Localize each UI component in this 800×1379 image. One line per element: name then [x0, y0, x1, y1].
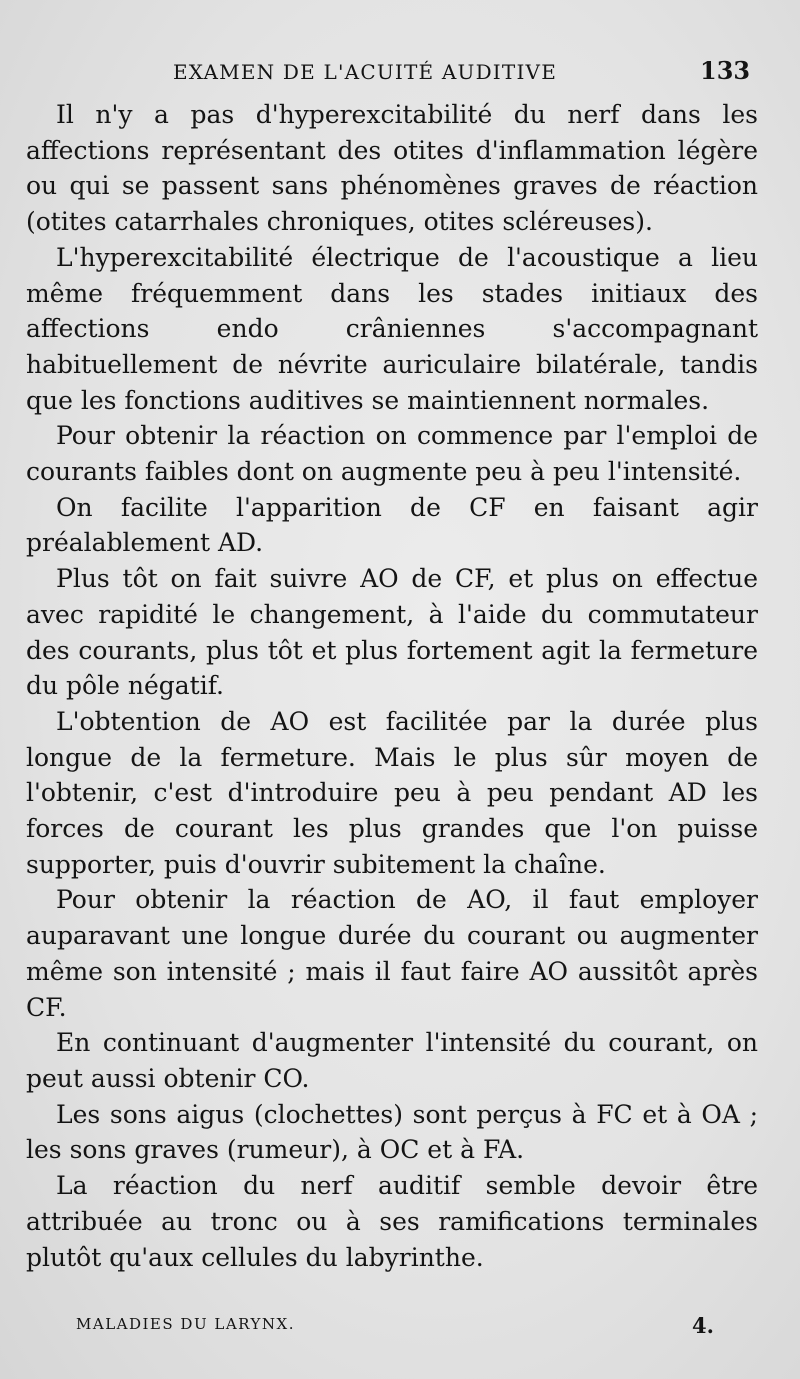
paragraph-9: Les sons aigus (clochettes) sont perçus à FC et à OA ; les sons graves (rumeur), à OC et à FA.: [26, 1099, 758, 1165]
paragraph-7: Pour obtenir la réaction de AO, il faut employer auparavant une longue durée du courant ou augmenter même son intensité ; mais il faut faire AO aussitôt après CF.: [26, 885, 758, 1022]
paragraph-6: L'obtention de AO est facilitée par la durée plus longue de la fermeture. Mais le plus sûr moyen de l'obtenir, c'est d'introduire peu à peu pendant AD les forces de courant les plus grandes que l'on puisse supporter, puis d'ouvrir subitement la chaîne.: [26, 706, 758, 879]
paragraph-5: Plus tôt on fait suivre AO de CF, et plus on effectue avec rapidité le changement, à l'aide du commutateur des courants, plus tôt et plus fortement agit la fermeture du pôle négatif.: [26, 564, 758, 701]
printer-signature: MALADIES DU LARYNX.: [76, 1315, 295, 1333]
body-text: [26, 97, 758, 1275]
paragraph-3: Pour obtenir la réaction on commence par l'emploi de courants faibles dont on augmente peu à peu l'intensité.: [26, 421, 758, 487]
paragraph-1: Il n'y a pas d'hyperexcitabilité du nerf dans les affections représentant des otites d'inflammation légère ou qui se passent sans phénomènes graves de réaction (otites catarrhales chroniques, otites scléreuses).: [26, 100, 758, 237]
running-title: EXAMEN DE L'ACUITÉ AUDITIVE: [173, 60, 557, 84]
page-header: [0, 56, 800, 96]
paragraph-10: La réaction du nerf auditif semble devoir être attribuée au tronc ou à ses ramifications terminales plutôt qu'aux cellules du labyrinthe.: [26, 1171, 758, 1272]
signature-number: 4.: [692, 1313, 714, 1338]
page-footer: [0, 1313, 800, 1343]
page-number: 133: [700, 56, 751, 85]
paragraph-2: L'hyperexcitabilité électrique de l'acoustique a lieu même fréquemment dans les stades initiaux des affections endo crâniennes s'accompagnant habituellement de névrite auriculaire bilatérale, tandis que les fonctions auditives se maintiennent normales.: [26, 242, 758, 415]
paragraph-4: On facilite l'apparition de CF en faisant agir préalablement AD.: [26, 492, 758, 558]
paragraph-8: En continuant d'augmenter l'intensité du courant, on peut aussi obtenir CO.: [26, 1028, 758, 1093]
